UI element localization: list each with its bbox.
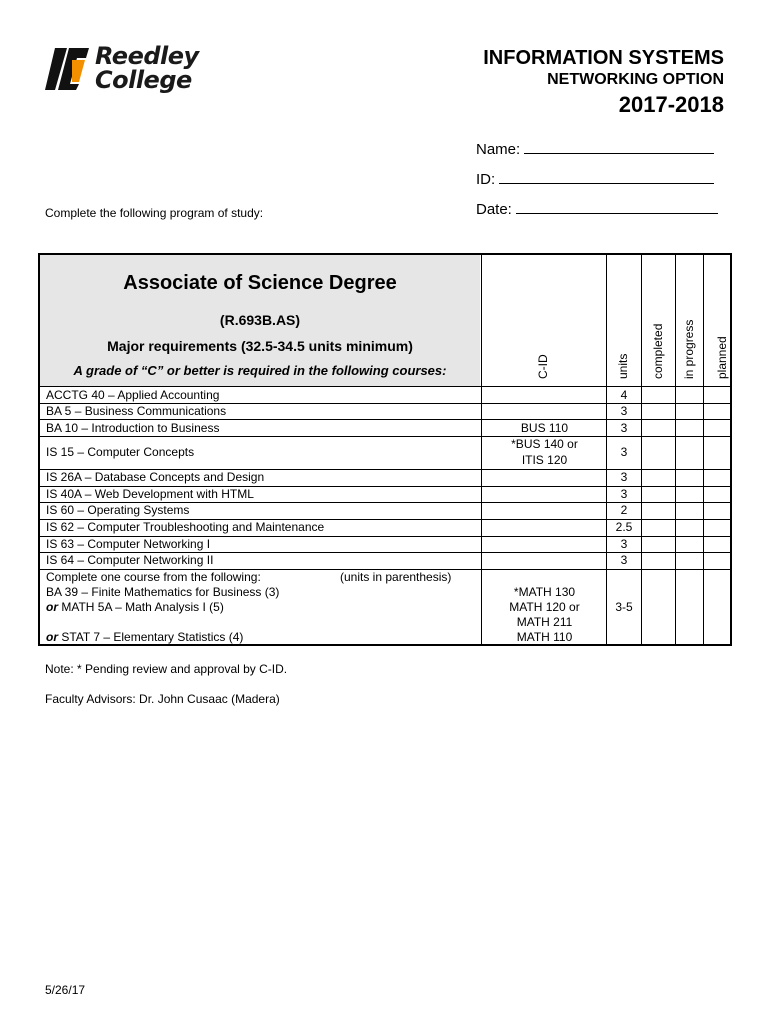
choice-cid: MATH 110	[516, 630, 573, 644]
col-header-completed: completed	[651, 323, 665, 379]
choice-option: BA 39 – Finite Mathematics for Business (3)	[46, 585, 280, 599]
col-divider	[641, 255, 642, 644]
course-name: IS 64 – Computer Networking II	[46, 553, 214, 567]
col-header-planned: planned	[715, 336, 729, 379]
row-divider	[40, 436, 730, 437]
college-logo	[45, 44, 245, 96]
col-header-in-progress: in progress	[682, 319, 696, 379]
course-name: IS 62 – Computer Troubleshooting and Maintenance	[46, 520, 325, 534]
choice-units: 3-5	[615, 600, 633, 614]
degree-title: Associate of Science Degree	[123, 272, 397, 294]
col-divider	[703, 255, 704, 644]
id-field[interactable]	[476, 169, 714, 188]
course-units: 3	[620, 487, 628, 501]
date-label: Date:	[476, 201, 512, 218]
cid-note: Note: * Pending review and approval by C-ID.	[45, 662, 288, 676]
id-line[interactable]	[499, 169, 714, 184]
name-line[interactable]	[524, 139, 714, 154]
college-logo-mark-icon	[45, 46, 91, 92]
col-divider	[606, 255, 607, 644]
choice-cid: *MATH 130	[513, 585, 576, 599]
course-name: IS 63 – Computer Networking I	[46, 537, 211, 551]
course-name: IS 40A – Web Development with HTML	[46, 487, 254, 501]
choice-option: or STAT 7 – Elementary Statistics (4)	[46, 630, 244, 644]
course-units: 3	[620, 404, 628, 418]
choice-cid: MATH 211	[516, 615, 573, 629]
col-divider	[675, 255, 676, 644]
course-name: IS 60 – Operating Systems	[46, 503, 190, 517]
program-option: NETWORKING OPTION	[547, 71, 724, 88]
course-units: 3	[620, 470, 628, 484]
degree-code: (R.693B.AS)	[219, 312, 301, 328]
row-divider	[40, 419, 730, 420]
name-field[interactable]	[476, 139, 714, 158]
instruction-text: Complete the following program of study:	[45, 206, 264, 220]
program-title: INFORMATION SYSTEMS	[483, 47, 724, 69]
course-units: 2	[620, 503, 628, 517]
course-name: IS 26A – Database Concepts and Design	[46, 470, 265, 484]
course-cid: *BUS 140 or	[511, 437, 578, 451]
college-logo-text: Reedley College	[95, 42, 199, 94]
id-label: ID:	[476, 171, 496, 188]
program-table	[38, 253, 732, 646]
course-units: 3	[620, 445, 628, 459]
date-field[interactable]	[476, 199, 718, 218]
course-cid: BUS 110	[520, 421, 569, 435]
revision-date: 5/26/17	[45, 983, 86, 997]
course-units: 3	[620, 421, 628, 435]
major-requirements: Major requirements (32.5-34.5 units minimum)	[107, 338, 413, 354]
name-label: Name:	[476, 141, 521, 158]
choice-cid: MATH 120 or	[509, 600, 580, 614]
course-name: IS 15 – Computer Concepts	[46, 445, 195, 459]
course-name: BA 10 – Introduction to Business	[46, 421, 220, 435]
col-header-cid: C-ID	[536, 354, 550, 379]
course-name: ACCTG 40 – Applied Accounting	[46, 388, 220, 402]
course-units: 2.5	[615, 520, 633, 534]
choice-option: or MATH 5A – Math Analysis I (5)	[46, 600, 224, 614]
col-header-units: units	[616, 353, 630, 379]
faculty-advisors: Faculty Advisors: Dr. John Cusaac (Madera)	[45, 692, 280, 706]
course-units: 3	[620, 537, 628, 551]
date-line[interactable]	[516, 199, 718, 214]
grade-requirement: A grade of “C” or better is required in the following courses:	[73, 363, 447, 378]
course-cid: ITIS 120	[521, 453, 568, 467]
catalog-year: 2017-2018	[618, 92, 724, 117]
course-units: 4	[620, 388, 628, 402]
course-name: BA 5 – Business Communications	[46, 404, 227, 418]
course-units: 3	[620, 553, 628, 567]
choice-intro: Complete one course from the following:	[46, 570, 261, 584]
choice-units-note: (units in parenthesis)	[340, 570, 452, 584]
col-divider	[481, 255, 482, 644]
row-divider	[40, 386, 730, 387]
